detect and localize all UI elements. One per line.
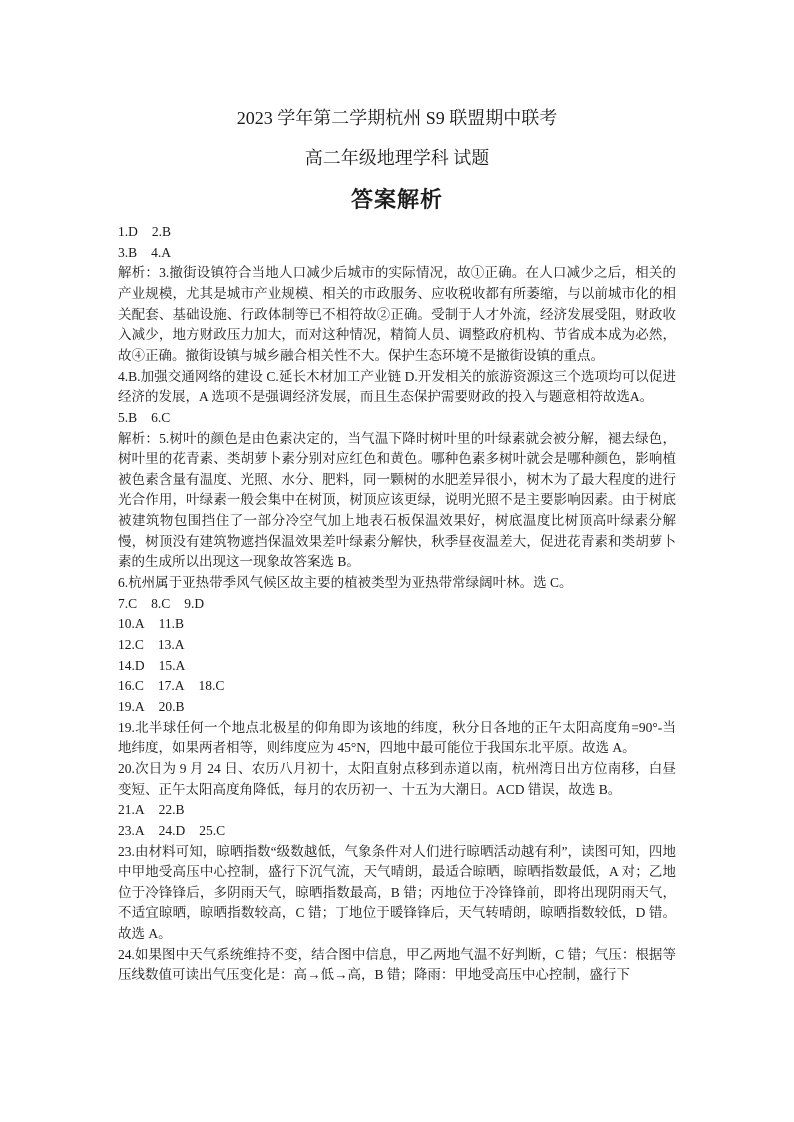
answer-row (118, 635, 676, 656)
answer-item: 11.B (158, 616, 185, 632)
answer-row (118, 614, 676, 635)
document-title: 2023 学年第二学期杭州 S9 联盟期中联考 (236, 108, 558, 128)
answer-row (118, 656, 676, 677)
explanation-q19: 19.北半球任何一个地点北极星的仰角即为该地的纬度，秋分日各地的正午太阳高度角=90°-当地纬度，如果两者相等，则纬度应为 45°N，四地中最可能位于我国东北平原。故选 A。 (118, 719, 676, 756)
answer-row (118, 243, 676, 264)
answer-item: 2.B (151, 224, 172, 239)
answer-item: 15.A (158, 657, 186, 673)
explanation-q6: 6.杭州属于亚热带季风气候区故主要的植被类型为亚热带常绿阔叶林。选 C。 (118, 575, 573, 591)
answer-row (118, 676, 676, 697)
explanation-q23: 23.由材料可知，晾晒指数“级数越低，气象条件对人们进行晾晒活动越有利”，读图可知，四地中甲地受高压中心控制，盛行下沉气流，天气晴朗，最适合晾晒，晾晒指数最低，A 对；乙地位于冷锋锋后，多阴雨天气，晾晒指数最高，B 错；丙地位于冷锋锋前，即将出现阴雨天气，不适宜晾晒，晾晒指数较高，C 错；丁地位于暖锋锋后，天气转晴朗，晾晒指数较低，D 错。故选 A。 (118, 843, 676, 942)
answer-item: 16.C (118, 678, 144, 694)
answer-item: 1.D (118, 224, 138, 239)
answer-key-body (118, 222, 676, 986)
answer-item: 17.A (157, 678, 185, 694)
answer-item: 25.C (199, 822, 226, 838)
explanation-q4: 4.B.加强交通网络的建设 C.延长木材加工产业链 D.开发相关的旅游资源这三个选项均可以促进经济的发展，A 选项不是强调经济发展，而且生态保护需要财政的投入与题意相符故选A。 (118, 368, 676, 405)
answer-row (118, 697, 676, 718)
answer-key-heading: 答案解析 (350, 187, 443, 212)
answer-item: 20.B (158, 698, 185, 714)
answer-item: 8.C (151, 595, 171, 611)
answer-item: 5.B (118, 409, 138, 425)
answer-row (118, 594, 676, 615)
explanation-q3: 解析：3.撤街设镇符合当地人口减少后城市的实际情况，故①正确。在人口减少之后，相关的产业规模，尤其是城市产业规模、相关的市政服务、应收税收都有所萎缩，与以前城市化的相关配套、基础设施、行政体制等已不相符故②正确。受制于人才外流，经济发展受阻，财政收入减少，地方财政压力加大，而对这种情况，精简人员、调整政府机构、节省成本成为必然，故④正确。撤街设镇与城乡融合相关性不大。保护生态环境不是撤街设镇的重点。 (118, 265, 676, 363)
explanation-q20: 20.次日为 9 月 24 日、农历八月初十，太阳直射点移到赤道以南，杭州湾日出方位南移，白昼变短、正午太阳高度角降低，每月的农历初一、十五为大潮日。ACD 错误，故选 B。 (118, 760, 676, 797)
explanation-q24: 24.如果图中天气系统维持不变，结合图中信息，甲乙两地气温不好判断，C 错；气压：根据等压线数值可读出气压变化是：高→低→高，B 错；降雨：甲地受高压中心控制，盛行下 (118, 946, 676, 983)
answer-row (118, 821, 676, 842)
answer-item: 14.D (118, 657, 145, 673)
answer-row (118, 222, 676, 243)
answer-item: 10.A (118, 616, 145, 632)
answer-item: 12.C (118, 637, 144, 653)
answer-item: 23.A (118, 822, 145, 838)
answer-item: 18.C (198, 678, 225, 694)
answer-item: 13.A (157, 637, 185, 653)
answer-item: 22.B (158, 802, 185, 818)
answer-row (118, 800, 676, 821)
answer-item: 9.D (184, 595, 205, 611)
answer-item: 24.D (158, 822, 186, 838)
answer-row (118, 408, 676, 429)
answer-item: 7.C (118, 595, 138, 611)
answer-item: 21.A (118, 802, 145, 818)
explanation-q5: 解析：5.树叶的颜色是由色素决定的，当气温下降时树叶里的叶绿素就会被分解，褪去绿色，树叶里的花青素、类胡萝卜素分别对应红色和黄色。哪种色素多树叶就会是哪种颜色，影响植被色素含量有温度、光照、水分、肥料，同一颗树的水肥差异很小，树木为了最大程度的进行光合作用，叶绿素一般会集中在树顶，树顶应该更绿，说明光照不是主要影响因素。由于树底被建筑物包围挡住了一部分冷空气加上地表石板保温效果好，树底温度比树顶高叶绿素分解慢，树顶没有建筑物遮挡保温效果差叶绿素分解快，秋季昼夜温差大，促进花青素和类胡萝卜素的生成所以出现这一现象故答案选 B。 (118, 430, 676, 570)
answer-item: 4.A (151, 244, 172, 260)
answer-item: 6.C (151, 409, 171, 425)
answer-item: 3.B (118, 244, 138, 260)
answer-item: 19.A (118, 698, 145, 714)
document-subtitle: 高二年级地理学科 试题 (304, 148, 490, 168)
